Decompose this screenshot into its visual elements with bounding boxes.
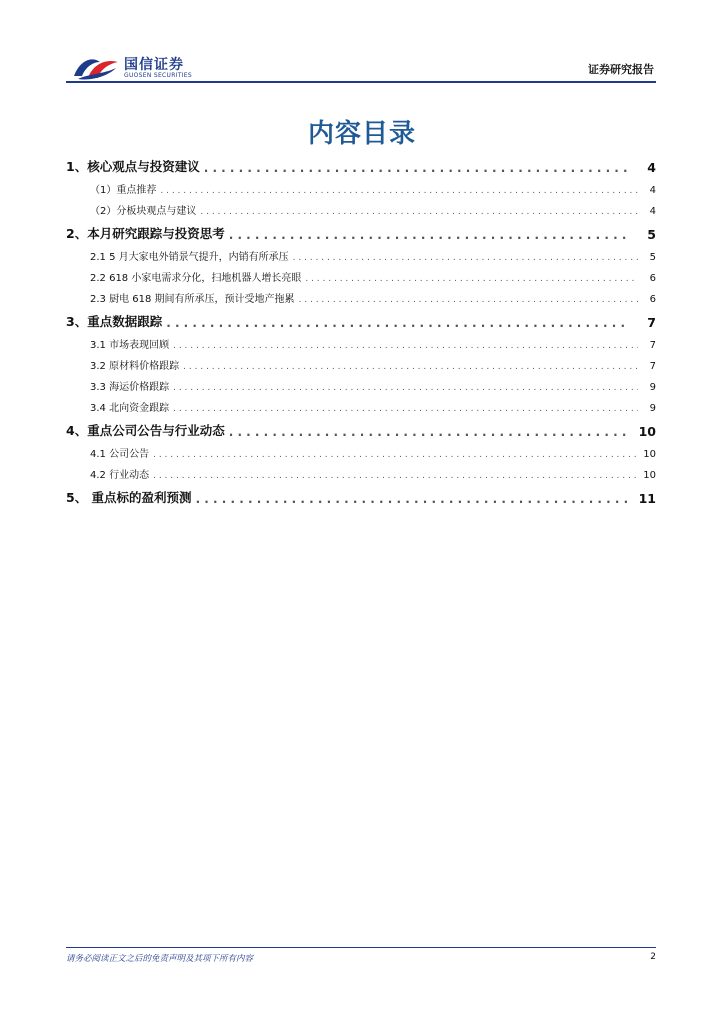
toc-entry-page: 4 [647, 160, 656, 175]
toc-section-entry[interactable] [66, 221, 656, 242]
footer-divider [66, 947, 656, 948]
toc-subsection-entry[interactable] [66, 284, 656, 305]
toc-dot-leader [305, 274, 638, 284]
toc-entry-page: 7 [649, 361, 656, 372]
toc-entry-label: 4、重点公司公告与行业动态 [66, 423, 225, 438]
toc-entry-page: 9 [649, 403, 656, 414]
toc-section-entry[interactable] [66, 154, 656, 175]
toc-dot-leader [293, 253, 638, 263]
toc-dot-leader [153, 471, 638, 481]
toc-entry-label: 2、本月研究跟踪与投资思考 [66, 226, 225, 241]
toc-dot-leader [196, 492, 628, 506]
toc-entry-label: 4.2 行业动态 [90, 470, 150, 481]
toc-subsection-entry[interactable] [66, 393, 656, 414]
toc-entry-label: 3.3 海运价格跟踪 [90, 382, 170, 393]
toc-subsection-entry[interactable] [66, 175, 656, 196]
toc-entry-label: （2）分板块观点与建议 [90, 206, 197, 217]
toc-dot-leader [204, 161, 628, 175]
toc-dot-leader [173, 383, 638, 393]
toc-dot-leader [160, 186, 638, 196]
toc-entry-page: 6 [649, 294, 656, 305]
toc-dot-leader [229, 425, 628, 439]
toc-entry-page: 9 [649, 382, 656, 393]
logo-text-cn: 国信证券 [124, 57, 184, 73]
toc-entry-label: 3.1 市场表现回顾 [90, 340, 170, 351]
toc-entry-label: 4.1 公司公告 [90, 449, 150, 460]
toc-entry-page: 4 [649, 185, 656, 196]
toc-entry-page: 11 [638, 491, 656, 506]
toc-subsection-entry[interactable] [66, 242, 656, 263]
toc-entry-page: 5 [647, 227, 656, 242]
toc-entry-page: 7 [647, 315, 656, 330]
toc-entry-label: 5、 重点标的盈利预测 [66, 490, 192, 505]
toc-entry-label: （1）重点推荐 [90, 185, 157, 196]
toc-subsection-entry[interactable] [66, 196, 656, 217]
toc-entry-page: 5 [649, 252, 656, 263]
toc-dot-leader [299, 295, 638, 305]
toc-subsection-entry[interactable] [66, 460, 656, 481]
toc-entry-page: 10 [643, 470, 656, 481]
footer-disclaimer: 请务必阅读正文之后的免责声明及其项下所有内容 [66, 954, 254, 964]
toc-entry-label: 2.1 5 月大家电外销景气提升，内销有所承压 [90, 252, 289, 263]
toc-entry-label: 2.2 618 小家电需求分化，扫地机器人增长亮眼 [90, 273, 302, 284]
toc-subsection-entry[interactable] [66, 263, 656, 284]
toc-subsection-entry[interactable] [66, 330, 656, 351]
toc-entry-label: 3、重点数据跟踪 [66, 314, 163, 329]
toc-entry-label: 2.3 厨电 618 期间有所承压，预计受地产拖累 [90, 294, 295, 305]
toc-section-entry[interactable] [66, 309, 656, 330]
toc-dot-leader [173, 341, 638, 351]
toc-entry-label: 3.4 北向资金跟踪 [90, 403, 170, 414]
toc-entry-page: 6 [649, 273, 656, 284]
toc-dot-leader [229, 228, 628, 242]
toc-entry-label: 1、核心观点与投资建议 [66, 159, 200, 174]
toc-dot-leader [200, 207, 638, 217]
toc-entry-page: 4 [649, 206, 656, 217]
toc-entry-label: 3.2 原材料价格跟踪 [90, 361, 180, 372]
toc-entry-page: 7 [649, 340, 656, 351]
table-of-contents [66, 150, 656, 506]
toc-dot-leader [153, 450, 638, 460]
toc-dot-leader [183, 362, 638, 372]
header-divider [66, 81, 656, 83]
report-type-label: 证券研究报告 [588, 63, 654, 76]
toc-entry-page: 10 [638, 424, 656, 439]
page-number: 2 [650, 952, 656, 962]
toc-subsection-entry[interactable] [66, 351, 656, 372]
toc-section-entry[interactable] [66, 485, 656, 506]
toc-dot-leader [166, 316, 628, 330]
page-title: 内容目录 [307, 119, 416, 149]
toc-subsection-entry[interactable] [66, 372, 656, 393]
toc-entry-page: 10 [643, 449, 656, 460]
toc-section-entry[interactable] [66, 418, 656, 439]
toc-subsection-entry[interactable] [66, 439, 656, 460]
guosen-logo-icon [70, 52, 122, 82]
logo-text-en: GUOSEN SECURITIES [124, 72, 193, 79]
toc-dot-leader [173, 404, 638, 414]
